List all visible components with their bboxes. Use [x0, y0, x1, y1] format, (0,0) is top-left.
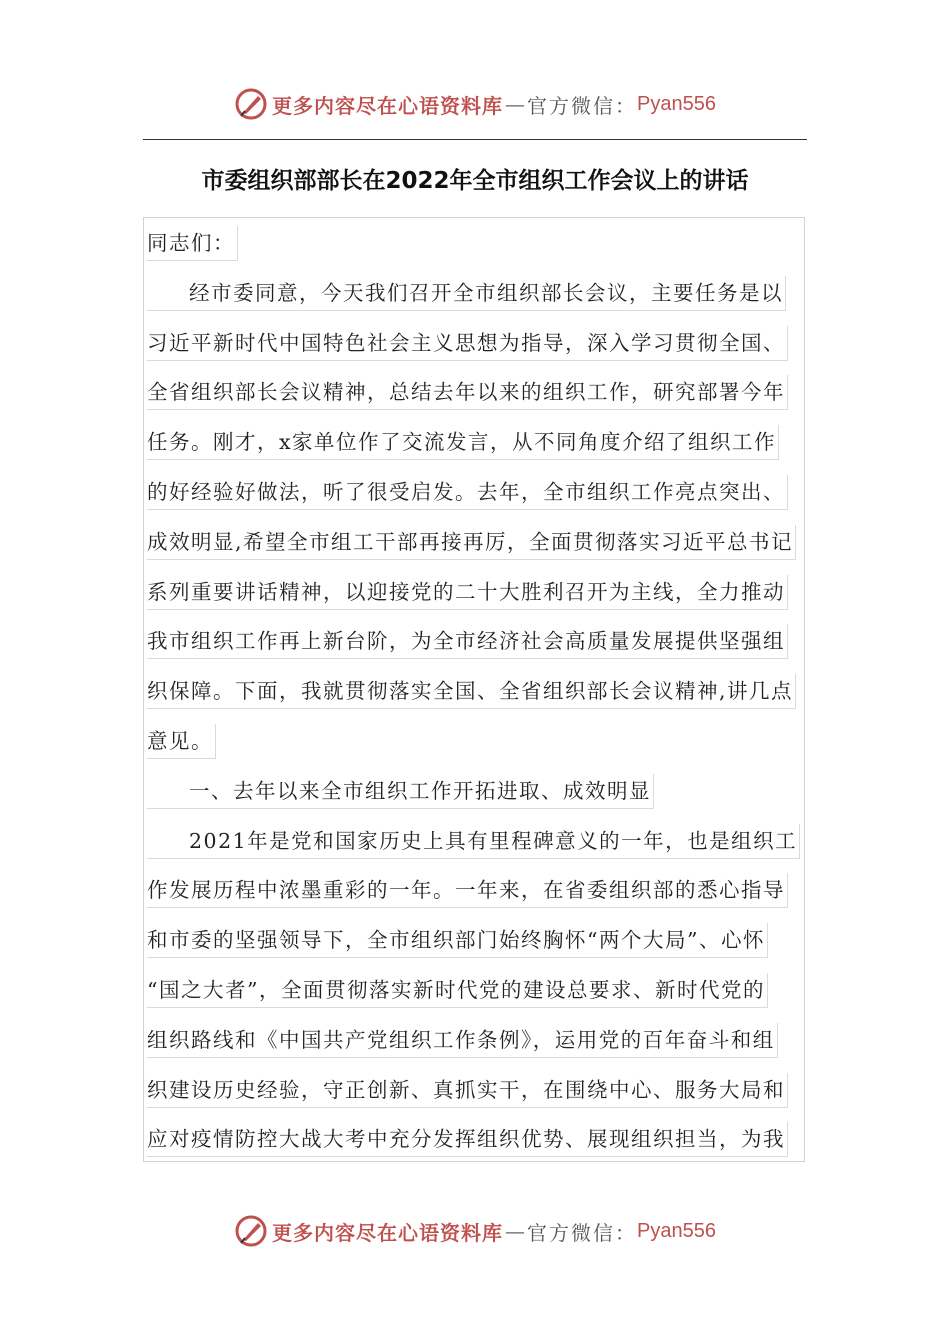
- speech-body: [147, 226, 805, 1172]
- footer-dash: —: [505, 1219, 526, 1243]
- header-divider: [143, 139, 807, 140]
- text-line: 和市委的坚强领导下，全市组织部门始终胸怀“两个大局”、心怀: [147, 923, 805, 973]
- banner-brand: 更多内容尽在心语资料库: [272, 93, 504, 118]
- text-line: 的好经验好做法，听了很受启发。去年，全市组织工作亮点突出、: [147, 475, 805, 525]
- text-line: 组织路线和《中国共产党组织工作条例》，运用党的百年奋斗和组: [147, 1023, 805, 1073]
- text-line: 经市委同意，今天我们召开全市组织部长会议，主要任务是以: [147, 276, 805, 326]
- text-line: 习近平新时代中国特色社会主义思想为指导，深入学习贯彻全国、: [147, 326, 805, 376]
- page-title: 市委组织部部长在2022年全市组织工作会议上的讲话: [201, 168, 749, 194]
- text-line: 织建设历史经验，守正创新、真抓实干，在围绕中心、服务大局和: [147, 1073, 805, 1123]
- text-line: 系列重要讲话精神，以迎接党的二十大胜利召开为主线，全力推动: [147, 575, 805, 625]
- text-line: 全省组织部长会议精神，总结去年以来的组织工作，研究部署今年: [147, 375, 805, 425]
- banner-wechat-id: Pyan556: [637, 92, 716, 115]
- quill-logo-icon: [234, 87, 268, 121]
- text-line: 我市组织工作再上新台阶，为全市经济社会高质量发展提供坚强组: [147, 624, 805, 674]
- text-line: 作发展历程中浓墨重彩的一年。一年来，在省委组织部的悉心指导: [147, 873, 805, 923]
- header-banner: [0, 82, 950, 126]
- text-line: 任务。刚才，x家单位作了交流发言，从不同角度介绍了组织工作: [147, 425, 805, 475]
- text-line: 成效明显,希望全市组工干部再接再厉，全面贯彻落实习近平总书记: [147, 525, 805, 575]
- text-line: 织保障。下面，我就贯彻落实全国、全省组织部长会议精神,讲几点: [147, 674, 805, 724]
- section-heading: 一、去年以来全市组织工作开拓进取、成效明显: [147, 774, 805, 824]
- text-line: 意见。: [147, 724, 805, 774]
- text-line: 同志们：: [147, 226, 805, 276]
- footer-wechat-id: Pyan556: [637, 1219, 716, 1242]
- quill-logo-icon: [234, 1214, 268, 1248]
- footer-wechat-label: 官方微信：: [527, 1220, 638, 1245]
- footer-banner: [0, 1209, 950, 1253]
- banner-wechat-label: 官方微信：: [527, 93, 638, 118]
- text-line: 2021年是党和国家历史上具有里程碑意义的一年，也是组织工: [147, 824, 805, 874]
- text-line: “国之大者”，全面贯彻落实新时代党的建设总要求、新时代党的: [147, 973, 805, 1023]
- footer-brand: 更多内容尽在心语资料库: [272, 1220, 504, 1245]
- text-line: 应对疫情防控大战大考中充分发挥组织优势、展现组织担当，为我: [147, 1122, 805, 1172]
- banner-dash: —: [505, 92, 526, 116]
